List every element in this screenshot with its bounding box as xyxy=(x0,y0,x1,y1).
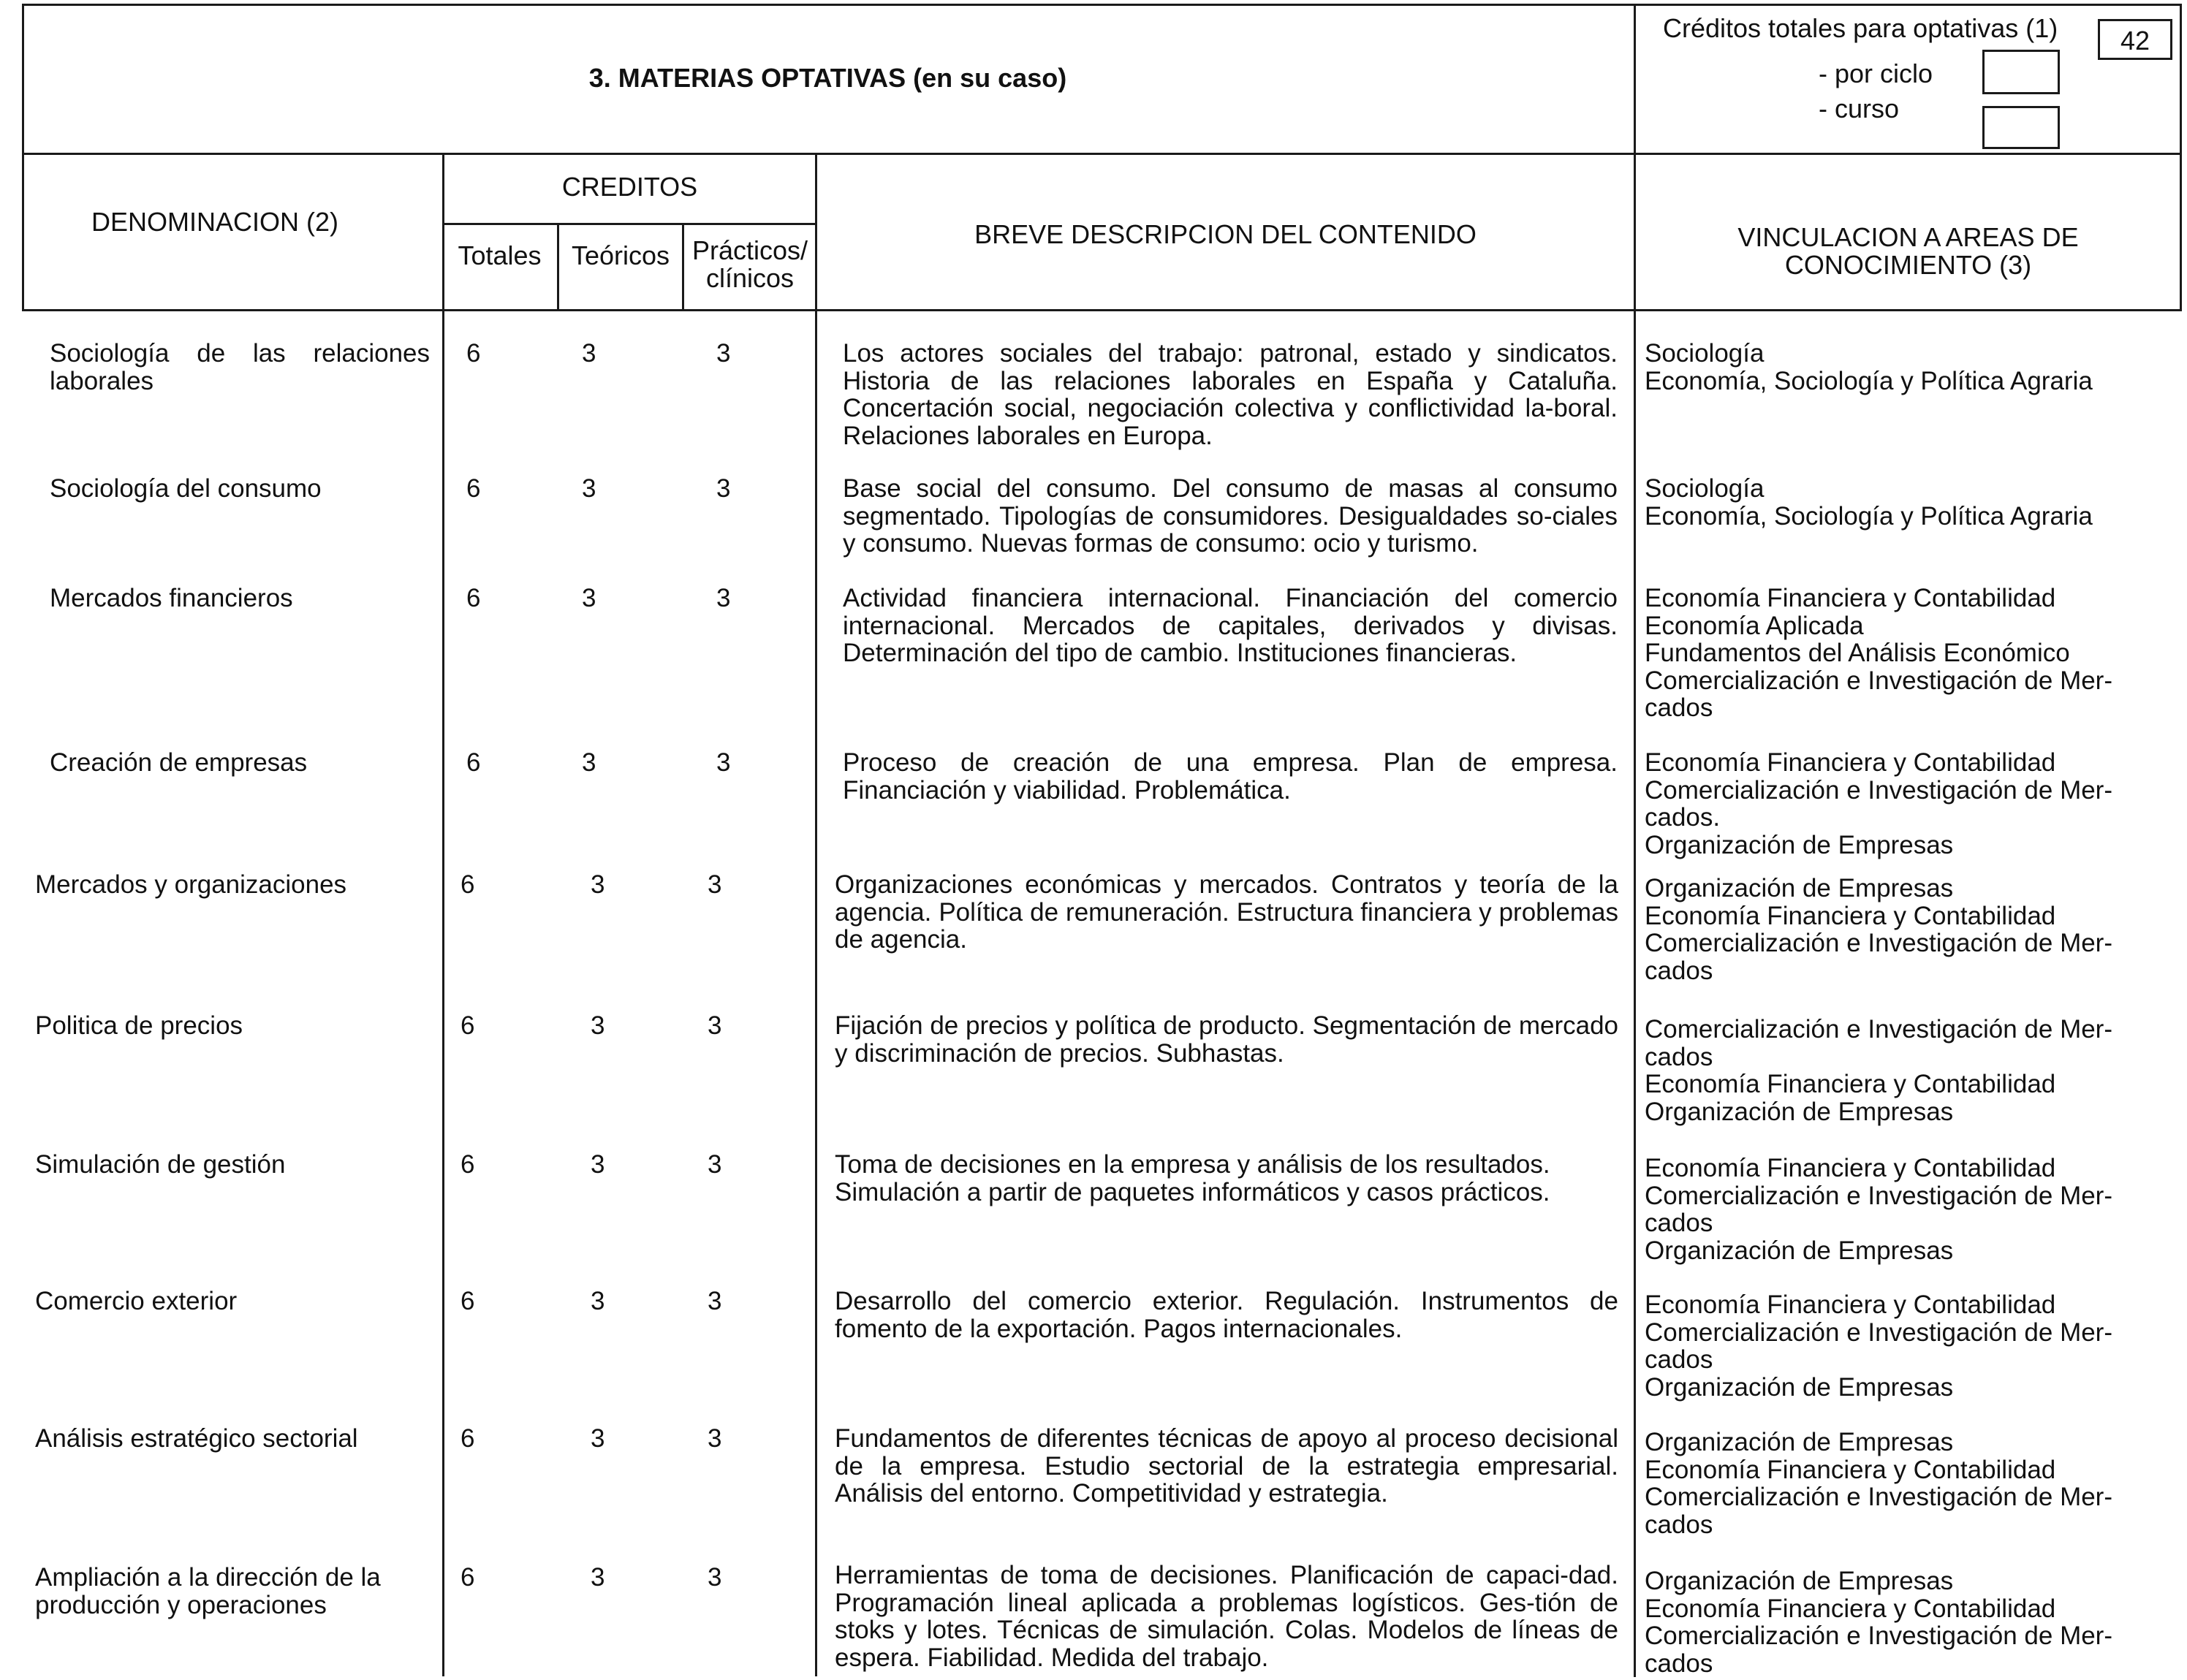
row-3-name: Mercados financieros xyxy=(50,584,293,612)
col-creditos: CREDITOS xyxy=(561,172,698,202)
per-course-label: - curso xyxy=(1819,94,1900,123)
border-top xyxy=(22,4,2182,6)
row-10-areas: Organización de Empresas Economía Financiera y Contabilidad Comercialización e Investigación de Mer- cados xyxy=(1645,1567,2112,1678)
row-6-totales: 6 xyxy=(460,1011,475,1040)
row-8-areas: Economía Financiera y Contabilidad Comercialización e Investigación de Mer- cados Organización de Empresas xyxy=(1645,1291,2112,1402)
row-6-practicos: 3 xyxy=(708,1011,722,1040)
rule-creditos xyxy=(442,223,817,225)
row-6-areas: Comercialización e Investigación de Mer- cados Economía Financiera y Contabilidad Organización de Empresas xyxy=(1645,1015,2112,1126)
col-teoricos: Teóricos xyxy=(571,240,670,270)
row-5-description: Organizaciones económicas y mercados. Contratos y teoría de la agencia. Política de remuneración. Estructura financiera y problemas de agencia. xyxy=(835,870,1618,954)
row-2-description: Base social del consumo. Del consumo de masas al consumo segmentado. Tipologías de consumidores. Desigualdades so-ciales y consumo. Nuevas formas de consumo: ocio y turismo. xyxy=(843,474,1618,558)
row-3-totales: 6 xyxy=(466,584,481,612)
row-8-teoricos: 3 xyxy=(591,1287,605,1315)
col-descripcion: BREVE DESCRIPCION DEL CONTENIDO xyxy=(974,219,1477,249)
border-left-header xyxy=(22,4,24,311)
col-practicos: Prácticos/ clínicos xyxy=(691,235,808,293)
row-10-description: Herramientas de toma de decisiones. Planificación de capaci-dad. Programación lineal aplicada a problemas logísticos. Ges-tión de stoks y lotes. Técnicas de simulación. Colas. Modelos de líneas de espera. Fiabilidad. Medida del trabajo. xyxy=(835,1561,1618,1672)
page-title: 3. MATERIAS OPTATIVAS (en su caso) xyxy=(588,63,1067,93)
row-2-practicos: 3 xyxy=(716,474,731,503)
row-2-name: Sociología del consumo xyxy=(50,474,322,503)
row-4-totales: 6 xyxy=(466,748,481,777)
rule-columns-bottom xyxy=(22,309,2182,311)
row-9-practicos: 3 xyxy=(708,1424,722,1453)
per-course-box xyxy=(1982,106,2060,149)
divider-descripcion xyxy=(815,153,817,1676)
row-3-areas: Economía Financiera y Contabilidad Economía Aplicada Fundamentos del Análisis Económico Comercialización e Investigación de Mer- cados xyxy=(1645,584,2112,722)
row-5-name: Mercados y organizaciones xyxy=(35,870,347,899)
row-8-description: Desarrollo del comercio exterior. Regulación. Instrumentos de fomento de la exportación. Pagos internacionales. xyxy=(835,1287,1618,1343)
row-9-areas: Organización de Empresas Economía Financiera y Contabilidad Comercialización e Investigación de Mer- cados xyxy=(1645,1428,2112,1539)
credits-total-label: Créditos totales para optativas (1) xyxy=(1663,13,2058,43)
row-7-areas: Economía Financiera y Contabilidad Comercialización e Investigación de Mer- cados Organización de Empresas xyxy=(1645,1154,2112,1265)
row-10-practicos: 3 xyxy=(708,1563,722,1592)
row-5-practicos: 3 xyxy=(708,870,722,899)
row-4-name: Creación de empresas xyxy=(50,748,308,777)
row-8-practicos: 3 xyxy=(708,1287,722,1315)
row-6-description: Fijación de precios y política de producto. Segmentación de mercado y discriminación de precios. Subhastas. xyxy=(835,1011,1618,1068)
row-7-teoricos: 3 xyxy=(591,1150,605,1179)
row-9-teoricos: 3 xyxy=(591,1424,605,1453)
row-2-totales: 6 xyxy=(466,474,481,503)
row-1-name: Sociología de las relaciones laborales xyxy=(50,339,430,395)
row-8-totales: 6 xyxy=(460,1287,475,1315)
row-5-teoricos: 3 xyxy=(591,870,605,899)
row-10-name: Ampliación a la dirección de la producción y operaciones xyxy=(35,1563,381,1619)
row-9-totales: 6 xyxy=(460,1424,475,1453)
row-7-totales: 6 xyxy=(460,1150,475,1179)
row-2-teoricos: 3 xyxy=(582,474,596,503)
per-cycle-label: - por ciclo xyxy=(1819,58,1933,88)
credits-total-value: 42 xyxy=(2120,26,2150,56)
row-1-totales: 6 xyxy=(466,339,481,368)
row-7-name: Simulación de gestión xyxy=(35,1150,286,1179)
row-4-description: Proceso de creación de una empresa. Plan de empresa. Financiación y viabilidad. Problemática. xyxy=(843,748,1618,805)
row-4-areas: Economía Financiera y Contabilidad Comercialización e Investigación de Mer- cados. Organización de Empresas xyxy=(1645,748,2112,859)
row-9-description: Fundamentos de diferentes técnicas de apoyo al proceso decisional de la empresa. Estudio sectorial de la estrategia empresarial. Análisis del entorno. Competitividad y estrategia. xyxy=(835,1424,1618,1508)
row-10-teoricos: 3 xyxy=(591,1563,605,1592)
row-7-description: Toma de decisiones en la empresa y análisis de los resultados. Simulación a partir de paquetes informáticos y casos prácticos. xyxy=(835,1150,1550,1206)
credits-total-box xyxy=(2098,19,2172,60)
row-1-teoricos: 3 xyxy=(582,339,596,368)
divider-denominacion xyxy=(442,153,444,1676)
row-5-totales: 6 xyxy=(460,870,475,899)
per-cycle-box xyxy=(1982,50,2060,94)
row-2-areas: Sociología Economía, Sociología y Política Agraria xyxy=(1645,474,2093,531)
row-5-areas: Organización de Empresas Economía Financiera y Contabilidad Comercialización e Investigación de Mer- cados xyxy=(1645,874,2112,985)
row-3-description: Actividad financiera internacional. Financiación del comercio internacional. Mercados de capitales, derivados y divisas. Determinación del tipo de cambio. Instituciones financieras. xyxy=(843,584,1618,667)
col-denominacion: DENOMINACION (2) xyxy=(91,207,339,237)
row-3-teoricos: 3 xyxy=(582,584,596,612)
row-3-practicos: 3 xyxy=(716,584,731,612)
row-1-areas: Sociología Economía, Sociología y Política Agraria xyxy=(1645,339,2093,395)
row-10-totales: 6 xyxy=(460,1563,475,1592)
row-6-teoricos: 3 xyxy=(591,1011,605,1040)
rule-header-bottom xyxy=(22,153,2182,155)
row-6-name: Politica de precios xyxy=(35,1011,243,1040)
row-8-name: Comercio exterior xyxy=(35,1287,238,1315)
row-1-practicos: 3 xyxy=(716,339,731,368)
row-9-name: Análisis estratégico sectorial xyxy=(35,1424,358,1453)
col-totales: Totales xyxy=(458,240,542,270)
col-vinculacion: VINCULACION A AREAS DE CONOCIMIENTO (3) xyxy=(1737,222,2079,280)
row-4-teoricos: 3 xyxy=(582,748,596,777)
row-1-description: Los actores sociales del trabajo: patronal, estado y sindicatos. Historia de las relaciones laborales en España y Cataluña. Concertación social, negociación colectiva y conflictividad la-boral. Relaciones laborales en Europa. xyxy=(843,339,1618,450)
row-4-practicos: 3 xyxy=(716,748,731,777)
row-7-practicos: 3 xyxy=(708,1150,722,1179)
